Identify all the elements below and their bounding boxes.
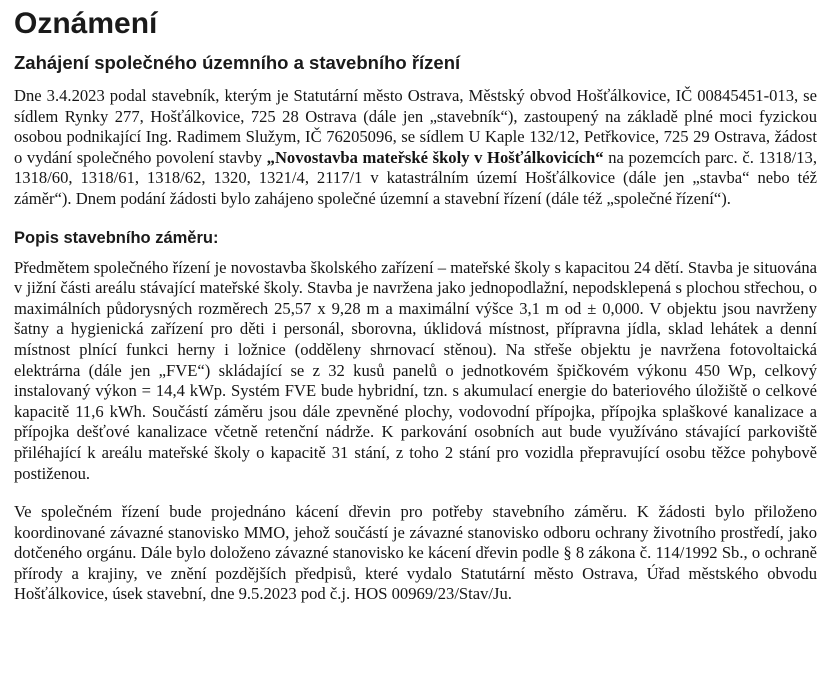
- description-paragraph: Předmětem společného řízení je novostavba školského zařízení – mateřské školy s kapacitou 24 dětí. Stavba je situována v jižní části areálu stávající mateřské školy. Stavba je navržena jako jednopodlažní, nepodsklepená s plochou střechou, o maximálních půdorysných rozměrech 25,57 x 9,28 m a maximální výšce 3,1 m od ± 0,000. V objektu jsou navrženy šatny a hygienická zařízení pro děti i personál, sborovna, úklidová místnost, přípravna jídla, sklad lehátek a denní místnost plnící funkci herny i ložnice (odděleny shrnovací stěnou). Na střeše objektu je navržena fotovoltaická elektrárna (dále jen „FVE“) skládající se z 32 kusů panelů o jednotkovém špičkovém výkonu 450 Wp, celkový instalovaný výkon = 14,4 kWp. Systém FVE bude hybridní, tzn. s akumulací energie do bateriového úložiště o celkové kapacitě 11,6 kWh. Součástí záměru jsou dále zpevněné plochy, vodovodní přípojka, přípojka splaškové kanalizace a přípojka dešťové kanalizace včetně retenční nádrže. K parkování osobních aut bude využíváno stávající parkoviště přiléhající k areálu mateřské školy o kapacitě 31 stání, z toho 2 stání pro vozidla přepravující osobu těžce pohybově postiženou.: [14, 257, 817, 483]
- section-heading: Popis stavebního záměru:: [14, 228, 219, 247]
- intro-text-start: Dne 3.4.2023 podal stavebník, kterým je Statutární město Ostrava, Městský obvod Hošťálkovice, IČ 00845451-013, se sídlem Rynky 277, Hošťálkovice, 725 28 Ostrava (dále jen „stavebník“), zastoupený na základě plné moci fyzickou osobou podnikající Ing. Radimem Služym, IČ 76205096, se sídlem U Kaple 132/12, Petřkovice, 725 29 Ostrava, žádost o vydání společného povolení stavby: [14, 86, 817, 167]
- intro-paragraph: [14, 86, 817, 210]
- document-title: Oznámení: [14, 7, 158, 40]
- intro-text-end: na pozemcích parc. č. 1318/13, 1318/60, 1318/61, 1318/62, 1320, 1321/4, 2117/1 v katastrálním území Hošťálkovice (dále jen „stavba“ nebo též záměr“). Dnem podání žádosti bylo zahájeno společné územní a stavební řízení (dále též „společné řízení“).: [14, 147, 818, 208]
- document-subtitle: Zahájení společného územního a stavebního řízení: [14, 52, 461, 73]
- tree-felling-paragraph: Ve společném řízení bude projednáno kácení dřevin pro potřeby stavebního záměru. K žádosti bylo přiloženo koordinované závazné stanovisko MMO, jehož součástí je závazné stanovisko odboru ochrany životního prostředí, jako dotčeného orgánu. Dále bylo doloženo závazné stanovisko ke kácení dřevin podle § 8 zákona č. 114/1992 Sb., o ochraně přírody a krajiny, ve znění pozdějších předpisů, které vydalo Statutární město Ostrava, Úřad městského obvodu Hošťálkovice, úsek stavební, dne 9.5.2023 pod č.j. HOS 00969/23/Stav/Ju.: [14, 502, 817, 604]
- project-name: „Novostavba mateřské školy v Hošťálkovicích“: [266, 147, 604, 167]
